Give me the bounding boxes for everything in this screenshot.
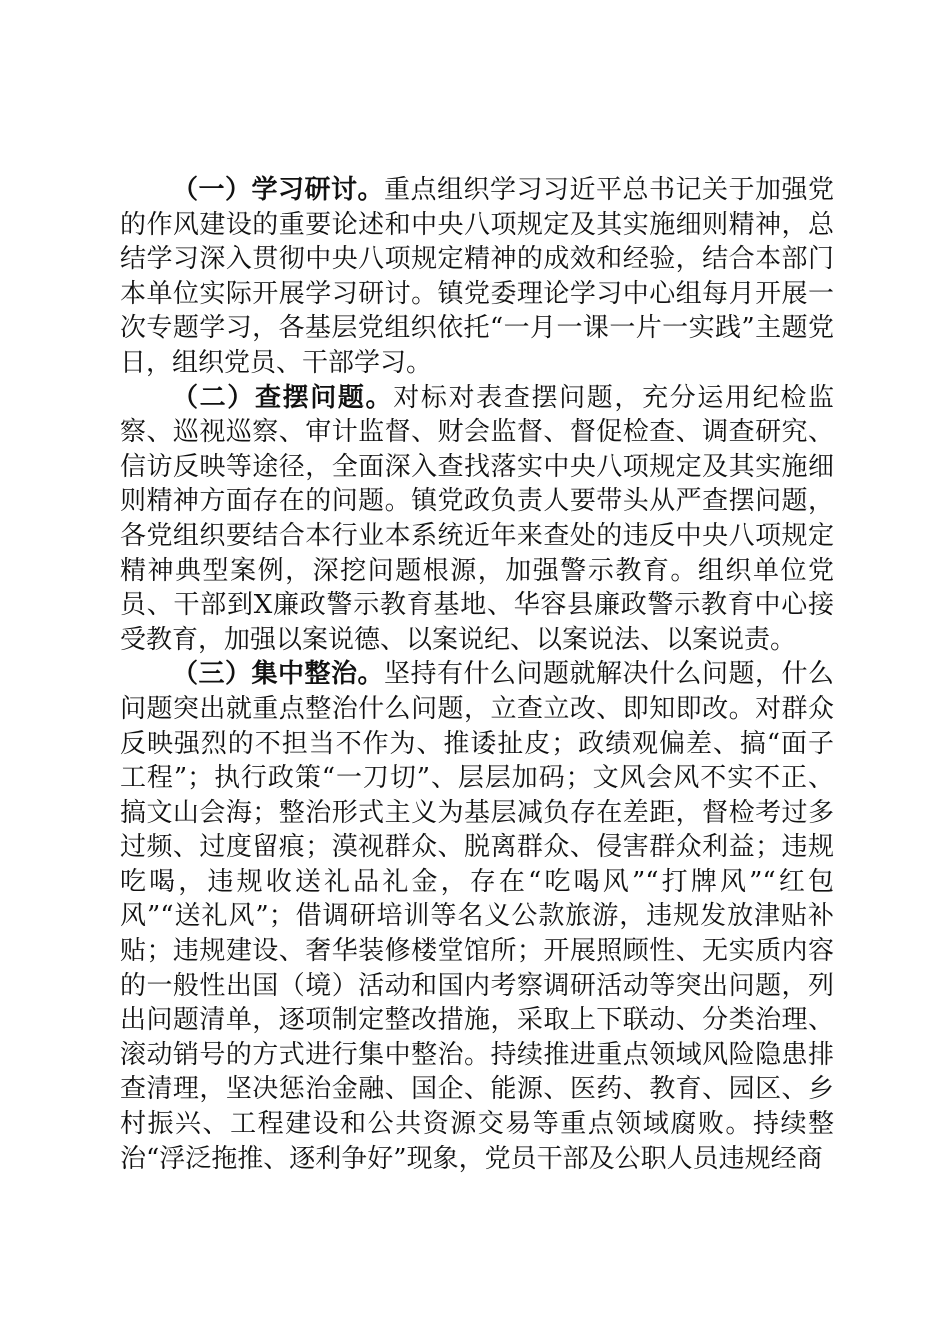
- document-page: [120, 173, 834, 1176]
- paragraph-body: 重点组织学习习近平总书记关于加强党的作风建设的重要论述和中央八项规定及其实施细则精神，总结学习深入贯彻中央八项规定精神的成效和经验，结合本部门本单位实际开展学习研讨。镇党委理论学习中心组每月开展一次专题学习，各基层党组织依托“一月一课一片一实践”主题党日，组织党员、干部学习。: [120, 175, 834, 378]
- paragraph-heading: （二）查摆问题。: [172, 382, 394, 413]
- paragraph-heading: （三）集中整治。: [172, 659, 384, 690]
- paragraph-study: [120, 173, 834, 381]
- paragraph-problems: [120, 381, 834, 658]
- paragraph-body: 对标对表查摆问题，充分运用纪检监察、巡视巡察、审计监督、财会监督、督促检查、调查研究、信访反映等途径，全面深入查找落实中央八项规定及其实施细则精神方面存在的问题。镇党政负责人要带头从严查摆问题，各党组织要结合本行业本系统近年来查处的违反中央八项规定精神典型案例，深挖问题根源，加强警示教育。组织单位党员、干部到X廉政警示教育基地、华容县廉政警示教育中心接受教育，加强以案说德、以案说纪、以案说法、以案说责。: [120, 382, 834, 655]
- paragraph-body: 坚持有什么问题就解决什么问题，什么问题突出就重点整治什么问题，立查立改、即知即改。对群众反映强烈的不担当不作为、推诿扯皮；政绩观偏差、搞“面子工程”；执行政策“一刀切”、层层加码；文风会风不实不正、搞文山会海；整治形式主义为基层减负存在差距，督检考过多过频、过度留痕；漠视群众、脱离群众、侵害群众利益；违规吃喝，违规收送礼品礼金，存在“吃喝风”“打牌风”“红包风”“送礼风”；借调研培训等名义公款旅游，违规发放津贴补贴；违规建设、奢华装修楼堂馆所；开展照顾性、无实质内容的一般性出国（境）活动和国内考察调研活动等突出问题，列出问题清单，逐项制定整改措施，采取上下联动、分类治理、滚动销号的方式进行集中整治。持续推进重点领域风险隐患排查清理，坚决惩治金融、国企、能源、医药、教育、园区、乡村振兴、工程建设和公共资源交易等重点领域腐败。持续整治“浮泛拖推、逐利争好”现象，党员干部及公职人员违规经商: [120, 659, 834, 1174]
- paragraph-rectification: [120, 657, 834, 1176]
- paragraph-heading: （一）学习研讨。: [172, 175, 384, 205]
